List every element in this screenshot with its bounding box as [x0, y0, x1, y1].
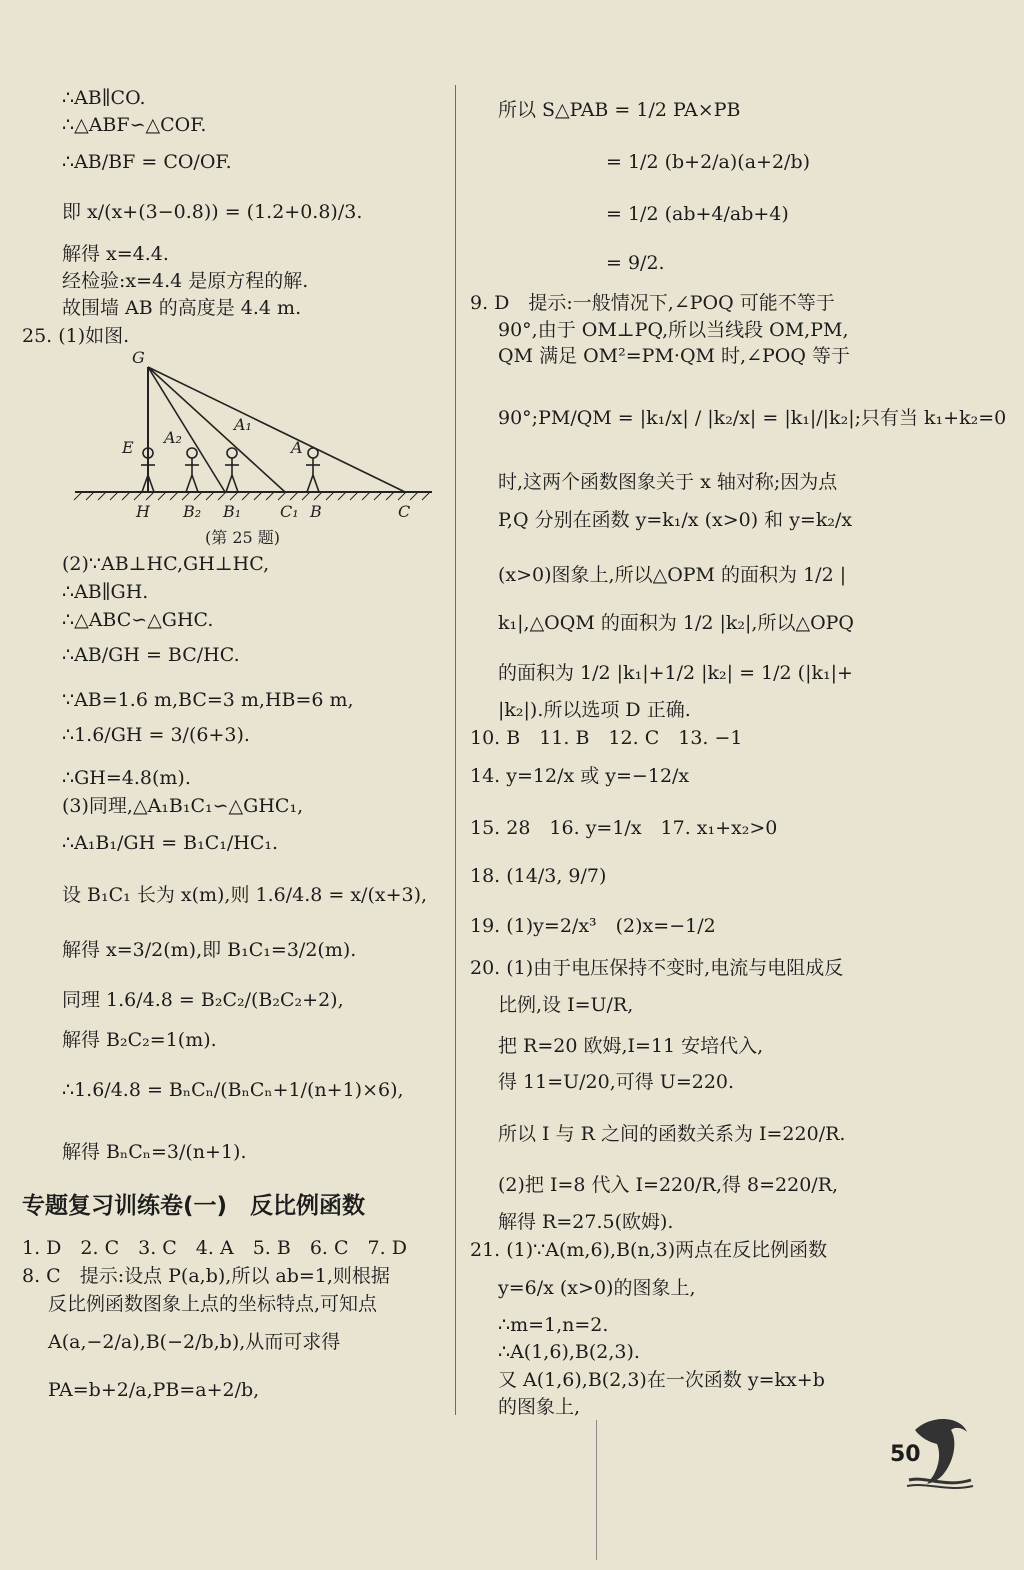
text-line: 即 x/(x+(3−0.8)) = (1.2+0.8)/3.	[62, 201, 363, 223]
answers-15-17: 15. 28 16. y=1/x 17. x₁+x₂>0	[470, 817, 778, 839]
text-line: 比例,设 I=U/R,	[498, 994, 634, 1016]
text-line: = 1/2 (ab+4/ab+4)	[606, 203, 789, 225]
question-20: 20. (1)由于电压保持不变时,电流与电阻成反	[470, 957, 844, 979]
text-line: QM 满足 OM²=PM·QM 时,∠POQ 等于	[498, 345, 850, 367]
text-line: 反比例函数图象上点的坐标特点,可知点	[48, 1293, 378, 1315]
label-B2: B₂	[183, 502, 202, 521]
text-line: 把 R=20 欧姆,I=11 安培代入,	[498, 1035, 764, 1057]
text-line: 解得 x=3/2(m),即 B₁C₁=3/2(m).	[62, 939, 357, 961]
text-line: 时,这两个函数图象关于 x 轴对称;因为点	[498, 471, 838, 493]
text-line: 所以 S△PAB = 1/2 PA×PB	[498, 99, 741, 121]
text-line: ∴AB∥GH.	[62, 581, 149, 603]
text-line: 设 B₁C₁ 长为 x(m),则 1.6/4.8 = x/(x+3),	[62, 884, 428, 906]
text-line: 所以 I 与 R 之间的函数关系为 I=220/R.	[498, 1123, 846, 1145]
text-line: ∴△ABF∽△COF.	[62, 114, 207, 136]
section-heading: 专题复习训练卷(一) 反比例函数	[22, 1193, 366, 1219]
gutter-line	[596, 1420, 597, 1560]
label-A: A	[291, 438, 303, 457]
text-line: ∴AB∥CO.	[62, 87, 146, 109]
label-B1: B₁	[223, 502, 242, 521]
figure-caption: (第 25 题)	[205, 528, 281, 547]
label-C1: C₁	[280, 502, 299, 521]
question-8: 8. C 提示:设点 P(a,b),所以 ab=1,则根据	[22, 1265, 390, 1287]
answers-10-13: 10. B 11. B 12. C 13. −1	[470, 727, 743, 749]
answer-19: 19. (1)y=2/x³ (2)x=−1/2	[470, 915, 716, 937]
answer-18: 18. (14/3, 9/7)	[470, 865, 607, 887]
text-line: 经检验:x=4.4 是原方程的解.	[62, 270, 309, 292]
label-H: H	[136, 502, 150, 521]
page-number: 50	[890, 1442, 921, 1467]
text-line: |k₂|).所以选项 D 正确.	[498, 699, 691, 721]
text-line: k₁|,△OQM 的面积为 1/2 |k₂|,所以△OPQ	[498, 612, 855, 634]
text-line: y=6/x (x>0)的图象上,	[498, 1277, 696, 1299]
text-line: ∴A₁B₁/GH = B₁C₁/HC₁.	[62, 832, 279, 854]
text-line: = 1/2 (b+2/a)(a+2/b)	[606, 151, 811, 173]
question-25: 25. (1)如图.	[22, 325, 130, 347]
text-line: ∵AB=1.6 m,BC=3 m,HB=6 m,	[62, 689, 354, 711]
text-line: (x>0)图象上,所以△OPM 的面积为 1/2 |	[498, 564, 847, 586]
column-divider	[455, 85, 456, 1415]
question-21: 21. (1)∵A(m,6),B(n,3)两点在反比例函数	[470, 1239, 828, 1261]
text-line: 解得 x=4.4.	[62, 243, 169, 265]
text-line: PA=b+2/a,PB=a+2/b,	[48, 1379, 260, 1401]
text-line: 解得 R=27.5(欧姆).	[498, 1211, 674, 1233]
text-line: 故围墙 AB 的高度是 4.4 m.	[62, 297, 302, 319]
text-line: ∴1.6/GH = 3/(6+3).	[62, 724, 250, 746]
text-line: = 9/2.	[606, 252, 665, 274]
label-A1: A₁	[234, 415, 252, 434]
text-line: ∴AB/BF = CO/OF.	[62, 151, 232, 173]
label-G: G	[132, 348, 145, 367]
text-line: 的面积为 1/2 |k₁|+1/2 |k₂| = 1/2 (|k₁|+	[498, 662, 853, 684]
text-line: 90°,由于 OM⊥PQ,所以当线段 OM,PM,	[498, 319, 849, 341]
text-line: ∴GH=4.8(m).	[62, 767, 191, 789]
label-A2: A₂	[164, 428, 182, 447]
answers-1-7: 1. D 2. C 3. C 4. A 5. B 6. C 7. D	[22, 1237, 407, 1259]
text-line: 解得 B₂C₂=1(m).	[62, 1029, 217, 1051]
text-line: (2)把 I=8 代入 I=220/R,得 8=220/R,	[498, 1174, 839, 1196]
figure-25	[60, 345, 440, 550]
text-line: ∴AB/GH = BC/HC.	[62, 644, 240, 666]
label-B: B	[310, 502, 322, 521]
text-line: 的图象上,	[498, 1396, 581, 1418]
text-line: ∴1.6/4.8 = BₙCₙ/(BₙCₙ+1/(n+1)×6),	[62, 1079, 404, 1101]
label-C: C	[398, 502, 411, 521]
text-line: 同理 1.6/4.8 = B₂C₂/(B₂C₂+2),	[62, 989, 344, 1011]
question-9: 9. D 提示:一般情况下,∠POQ 可能不等于	[470, 292, 835, 314]
text-line: ∴A(1,6),B(2,3).	[498, 1341, 640, 1363]
text-line: 解得 BₙCₙ=3/(n+1).	[62, 1141, 247, 1163]
text-line: ∴△ABC∽△GHC.	[62, 609, 214, 631]
text-line: (2)∵AB⊥HC,GH⊥HC,	[62, 553, 270, 575]
text-line: P,Q 分别在函数 y=k₁/x (x>0) 和 y=k₂/x	[498, 509, 853, 531]
text-line: 得 11=U/20,可得 U=220.	[498, 1071, 735, 1093]
text-line: (3)同理,△A₁B₁C₁∽△GHC₁,	[62, 795, 304, 817]
text-line: ∴m=1,n=2.	[498, 1314, 609, 1336]
text-line: A(a,−2/a),B(−2/b,b),从而可求得	[48, 1331, 341, 1353]
text-line: 90°;PM/QM = |k₁/x| / |k₂/x| = |k₁|/|k₂|;只有当 k₁+k₂=0	[498, 407, 1007, 429]
text-line: 又 A(1,6),B(2,3)在一次函数 y=kx+b	[498, 1369, 825, 1391]
answer-14: 14. y=12/x 或 y=−12/x	[470, 765, 690, 787]
label-E: E	[122, 438, 134, 457]
